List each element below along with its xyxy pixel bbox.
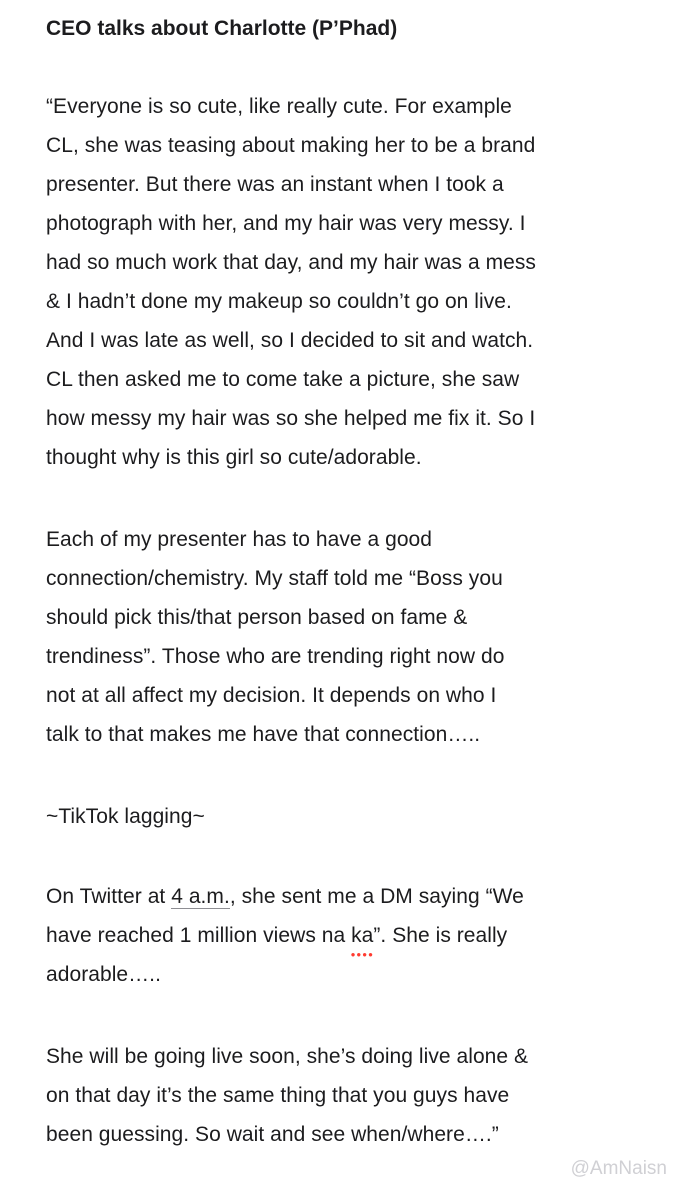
paragraph-5-line[interactable]: on that day it’s the same thing that you guys have: [46, 1084, 510, 1107]
paragraph-1-line[interactable]: had so much work that day, and my hair was a mess: [46, 251, 536, 274]
paragraph-1-line[interactable]: thought why is this girl so cute/adorable.: [46, 446, 422, 469]
paragraph-1-line[interactable]: how messy my hair was so she helped me fix it. So I: [46, 407, 536, 430]
paragraph-1-line[interactable]: “Everyone is so cute, like really cute. For example: [46, 95, 512, 118]
paragraph-4-line[interactable]: [46, 919, 508, 959]
line-text: On Twitter at: [46, 885, 172, 908]
detected-time-link[interactable]: 4 a.m.: [171, 885, 230, 908]
paragraph-2-line[interactable]: should pick this/that person based on fame &: [46, 606, 468, 629]
paragraph-2-line[interactable]: connection/chemistry. My staff told me “Boss you: [46, 567, 503, 590]
paragraph-5-line[interactable]: She will be going live soon, she’s doing live alone &: [46, 1045, 529, 1068]
line-text: ”. She is really: [373, 924, 508, 947]
paragraph-1-line[interactable]: & I hadn’t done my makeup so couldn’t go on live.: [46, 290, 512, 313]
paragraph-2-line[interactable]: Each of my presenter has to have a good: [46, 528, 433, 551]
line-text: , she sent me a DM saying “We: [229, 885, 524, 908]
paragraph-2-line[interactable]: not at all affect my decision. It depends on who I: [46, 684, 497, 707]
paragraph-4-line[interactable]: [46, 880, 524, 914]
watermark: @AmNaisn: [570, 1158, 667, 1179]
paragraph-1-line[interactable]: CL, she was teasing about making her to be a brand: [46, 134, 536, 157]
paragraph-1-line[interactable]: presenter. But there was an instant when I took a: [46, 173, 504, 196]
line-text: have reached 1 million views na: [46, 924, 352, 947]
misspelled-word-text: ka: [351, 924, 374, 947]
misspelled-word[interactable]: [350, 919, 374, 959]
paragraph-1-line[interactable]: CL then asked me to come take a picture, she saw: [46, 368, 520, 391]
paragraph-1-line[interactable]: And I was late as well, so I decided to sit and watch.: [46, 329, 534, 352]
paragraph-1-line[interactable]: photograph with her, and my hair was very messy. I: [46, 212, 526, 235]
paragraph-3-line[interactable]: ~TikTok lagging~: [46, 805, 205, 828]
paragraph-2-line[interactable]: talk to that makes me have that connection…..: [46, 723, 481, 746]
paragraph-5-line[interactable]: been guessing. So wait and see when/where….”: [46, 1123, 499, 1146]
spellcheck-underline-icon: ●●●●: [350, 950, 374, 959]
note-title[interactable]: CEO talks about Charlotte (P’Phad): [46, 17, 398, 40]
paragraph-4-line[interactable]: adorable…..: [46, 963, 161, 986]
paragraph-2-line[interactable]: trendiness”. Those who are trending right now do: [46, 645, 505, 668]
